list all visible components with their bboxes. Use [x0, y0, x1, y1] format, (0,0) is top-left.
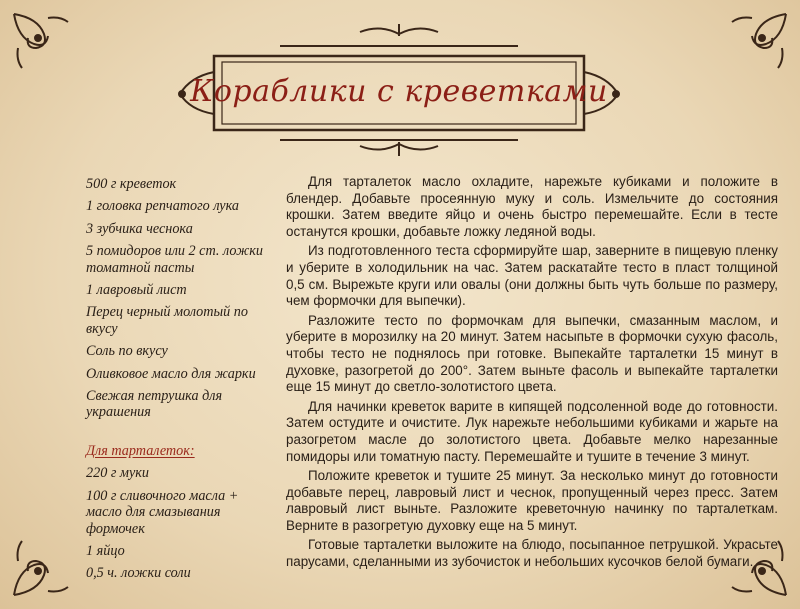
tartlets-heading: Для тарталеток:	[86, 442, 195, 459]
list-item: Оливковое масло для жарки	[86, 365, 256, 382]
list-item: 1 лавровый лист	[86, 282, 187, 299]
list-item: 220 г муки	[86, 465, 149, 482]
list-item: Перец черный молотый по вкусу	[86, 304, 248, 337]
method-paragraph: Положите креветок и тушите 25 минут. За несколько минут до готовности добавьте перец, лавровый лист и чеснок, пропущенный через пресс. Затем лавровый лист выньте. Разложите креветочную начинку по тарталеткам. Верните в разогретую духовку еще на 5 минут.	[286, 468, 778, 533]
corner-ornament-icon	[8, 8, 78, 78]
method-paragraph: Для тарталеток масло охладите, нарежьте кубиками и положите в блендер. Добавьте просеянную муку и соль. Измельчите до состояния крошки. Затем введите яйцо и очень быстро перемешайте. Если в тесте останутся крошки, добавьте ложку ледяной воды.	[286, 174, 778, 239]
list-item: 1 головка репчатого лука	[86, 198, 239, 215]
method-paragraph: Готовые тарталетки выложите на блюдо, посыпанное петрушкой. Украсьте парусами, сделанными из зубочисток и небольших кусочков белой бумаги.	[286, 537, 778, 570]
list-item: 3 зубчика чеснока	[86, 220, 193, 237]
list-item: 100 г сливочного масла + масло для смазывания формочек	[86, 487, 239, 537]
list-item: 0,5 ч. ложки соли	[86, 565, 191, 582]
list-item: 1 яйцо	[86, 542, 125, 559]
list-item: Свежая петрушка для украшения	[86, 388, 223, 421]
method-paragraph: Из подготовленного теста сформируйте шар, заверните в пищевую пленку и уберите в холодильник на час. Затем раскатайте тесто в пласт толщиной 0,5 см. Вырежьте круги или овалы (они должны быть чуть больше по размеру, чем формочки для выпечки).	[286, 243, 778, 309]
title-frame	[160, 22, 638, 142]
page-title: Кораблики с креветками	[190, 74, 608, 109]
corner-ornament-icon	[722, 8, 792, 78]
method-paragraph: Разложите тесто по формочкам для выпечки, смазанным маслом, и уберите в морозилку на 20 минут. Затем насыпьте в формочки сухую фасоль, чтобы тесто не поднялось при готовке. Выпекайте тарталетки 15 минут в духовке, разогретой до 200°. Затем выньте фасоль и выпекайте тарталетки еще 15 минут до светло-золотистого цвета.	[286, 312, 778, 395]
list-item: 5 помидоров или 2 ст. ложки томатной пасты	[86, 243, 263, 276]
list-item: 500 г креветок	[86, 176, 177, 192]
corner-ornament-icon	[8, 531, 78, 601]
recipe-method	[286, 174, 778, 574]
list-item: Соль по вкусу	[86, 343, 168, 360]
ingredients-list	[86, 176, 276, 588]
method-paragraph: Для начинки креветок варите в кипящей подсоленной воде до готовности. Затем остудите и очистите. Лук нарежьте небольшими кубиками и жарьте на разогретом масле до золотистого цвета. Добавьте мелко нарезанные помидоры или томатную пасту. Перемешайте и тушите в течение 3 минут.	[286, 398, 778, 464]
